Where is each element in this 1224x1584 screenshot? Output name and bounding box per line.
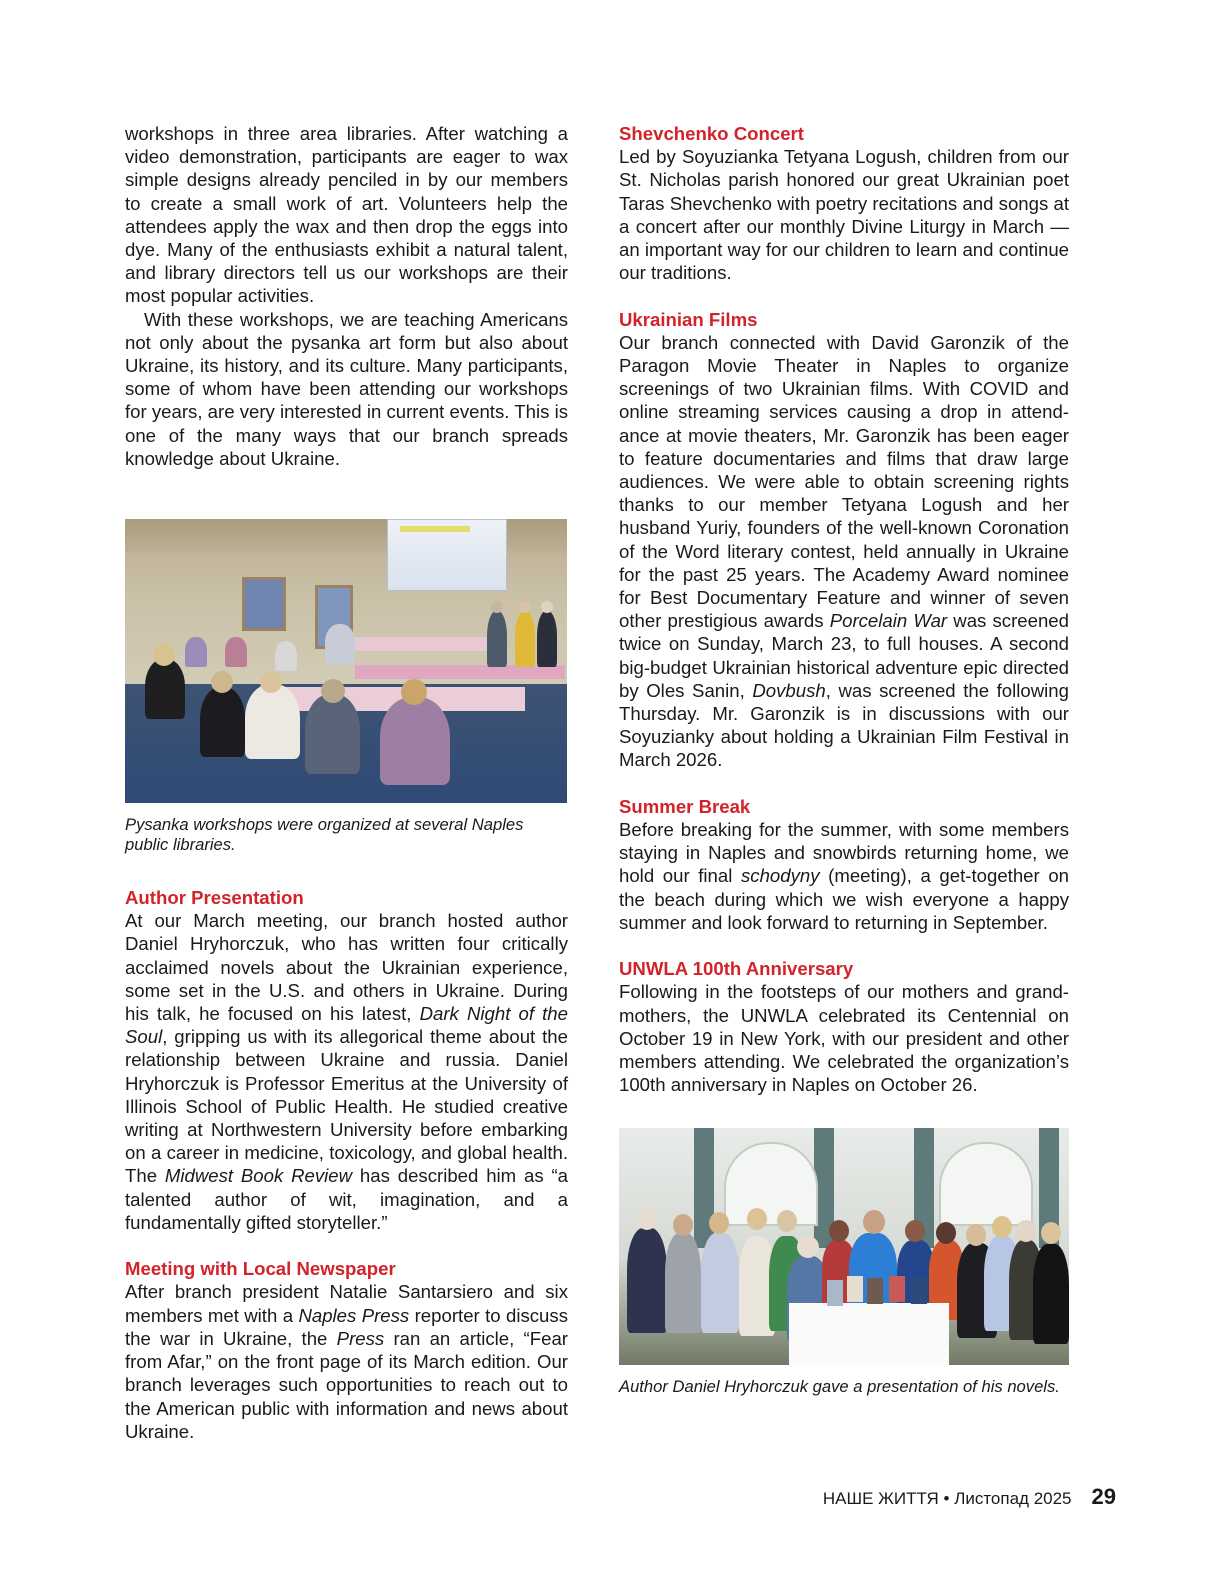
section-heading-local-newspaper: Meeting with Local Newspaper — [125, 1258, 396, 1280]
author-presentation-body: At our March meeting, our branch hosted author Daniel Hryhorczuk, who has written four critically acclaimed novels about the Ukrainian experience, some set in the U.S. and others in Ukraine. During his talk, he focused on his latest, Dark Night of the Soul, gripping us with its allegorical theme about the relationship between Ukraine and russia. Daniel Hryhorczuk is Professor Emeritus at the University of Illinois School of Public Health. He studied creative writing at Northwestern University before embarking on a career in medicine, toxicology, and global health. The Midwest Book Review has described him as “a talented author of wit, imagination, and a fundamentally gifted storyteller.” — [125, 910, 568, 1233]
publication-name: НАШЕ ЖИТТЯ — [822, 1489, 939, 1508]
newspaper-short-title: Press — [336, 1327, 385, 1349]
ukrainian-term: schodyny — [740, 865, 820, 887]
group-photo-caption: Author Daniel Hryhorczuk gave a presentation of his novels. — [619, 1377, 1060, 1397]
section-heading-shevchenko-concert: Shevchenko Concert — [619, 123, 804, 144]
second-paragraph: With these workshops, we are teaching Americans not only about the pysanka art form but also about Ukraine, its history, and its culture. Many participants, some of whom have been attending our workshops for years, are very interested in current events. This is one of the many ways that our branch spreads knowledge about Ukraine. — [125, 308, 568, 469]
section-heading-author-presentation: Author Presentation — [125, 887, 304, 909]
section-heading-unwla-anniversary: UNWLA 100th Anniversary — [619, 958, 854, 980]
summer-break-body: Before breaking for the summer, with some members staying in Naples and snowbirds returning home, we hold our final schodyny (meeting), a get-together on the beach during which we wish everyone a happy summer and look forward to returning in September. — [619, 819, 1069, 933]
author-group-photo — [619, 1128, 1069, 1365]
film-title-porcelain-war: Porcelain War — [829, 610, 948, 632]
section-heading-summer-break: Summer Break — [619, 795, 751, 817]
section-heading-ukrainian-films: Ukrainian Films — [619, 308, 758, 330]
book-table — [789, 1303, 949, 1365]
shevchenko-concert-body: Led by Soyuzianka Tetyana Logush, children from our St. Nicholas parish honored our great Ukrainian poet Taras Shevchenko with poetry recitations and songs at a concert after our monthly Divine Liturgy in March — an important way for our children to learn and continue our traditions. — [619, 146, 1069, 284]
local-newspaper-body: After branch president Natalie Santarsiero and six members met with a Naples Press reporter to discuss the war in Ukraine, the Press ran an article, “Fear from Afar,” on the front page of its March edition. Our branch leverages such opportunities to reach out to the American public with information and news about Ukraine. — [125, 1281, 568, 1442]
projector-screen — [387, 519, 507, 591]
page-footer — [823, 1484, 1116, 1510]
right-column — [619, 122, 1069, 1397]
left-column — [125, 122, 568, 1443]
page-number: 29 — [1091, 1484, 1116, 1509]
film-title-dovbush: Dovbush — [752, 679, 826, 701]
unwla-anniversary-body: Following in the footsteps of our mothers and grandmothers, the UNWLA celebrated its Centennial on October 19 in New York, with our president and other members attending. We celebrated the organization’s 100th anniversary in Naples on October 26. — [619, 981, 1069, 1096]
footer-separator: • — [943, 1489, 950, 1508]
pysanka-workshop-photo — [125, 519, 567, 803]
workshop-photo-caption: Pysanka workshops were organized at several Naples public libraries. — [125, 815, 524, 855]
book-title: Dark Night of the Soul — [125, 1003, 568, 1048]
intro-paragraph: workshops in three area libraries. After watching a video demonstration, participants are eager to wax simple designs already penciled in by our members to create a small work of art. Volunteers help the attendees apply the wax and then drop the eggs into dye. Many of the enthusiasts exhibit a natural talent, and library directors tell us our workshops are their most popular activities. — [125, 123, 568, 307]
publication-title: Midwest Book Review — [164, 1165, 353, 1187]
issue-date: Листопад 2025 — [954, 1489, 1072, 1508]
publication-issue — [823, 1489, 1072, 1509]
ukrainian-films-body: Our branch connected with David Garonzik of the Paragon Movie Theater in Naples to organize screenings of two Ukrainian films. With COVID and online streaming services causing a drop in attendance at movie theaters, Mr. Garonzik has been eager to feature documentaries and films that draw large audiences. We were able to obtain screening rights thanks to our member Tetyana Logush and her husband Yuriy, founders of the well-known Coronation of the Word literary contest, held annually in Ukraine for the past 25 years. The Academy Award nominee for Best Documentary Feature and winner of seven other prestigious awards Porcelain War was screened twice on Sunday, March 23, to full houses. A second big-budget Ukrainian historical adventure epic directed by Oles Sanin, Dovbush, was screened the following Thursday. Mr. Garonzik is in discussions with our Soyuzianky about holding a Ukrainian Film Festival in March 2026. — [619, 331, 1069, 771]
newspaper-title: Naples Press — [298, 1304, 410, 1326]
